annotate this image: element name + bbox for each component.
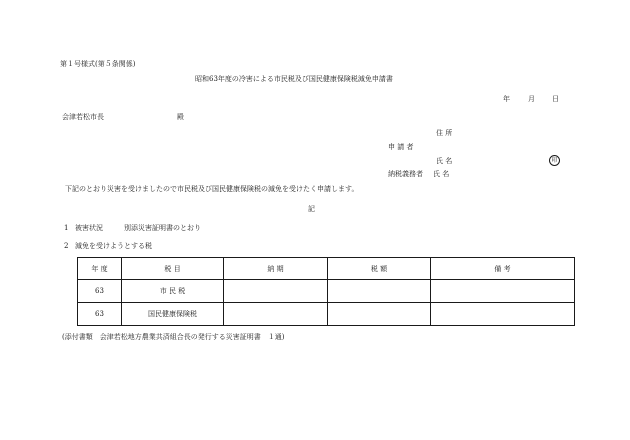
cell-year: 63 <box>78 303 122 326</box>
header-amount: 税 額 <box>328 258 431 280</box>
name-label: 氏 名 <box>436 157 453 165</box>
date-month-label: 月 <box>528 95 535 103</box>
item-1-label: 被害状況 <box>75 224 103 232</box>
attachment-note: (添付書類 会津若松地方農業共済組合長の発行する災害証明書 １通) <box>62 333 285 341</box>
table-row <box>78 280 575 303</box>
cell-note[interactable] <box>431 280 575 303</box>
cell-tax-item: 市 民 税 <box>122 280 224 303</box>
item-2-label: 減免を受けようとする税 <box>75 242 152 250</box>
cell-due[interactable] <box>224 303 328 326</box>
item-1-number: 1 <box>64 224 69 232</box>
address-label: 住 所 <box>436 129 453 137</box>
applicant-role: 申 請 者 <box>388 143 414 151</box>
addressee-honorific: 殿 <box>177 113 184 121</box>
item-1-value: 別添災害証明書のとおり <box>124 224 201 232</box>
cell-amount[interactable] <box>328 280 431 303</box>
taxpayer-name-label: 氏 名 <box>433 170 450 178</box>
addressee-name: 会津若松市長 <box>62 113 104 121</box>
cell-tax-item: 国民健康保険税 <box>122 303 224 326</box>
cell-amount[interactable] <box>328 303 431 326</box>
header-year: 年 度 <box>78 258 122 280</box>
header-note: 備 考 <box>431 258 575 280</box>
table-header-row <box>78 258 575 280</box>
form-number: 第１号様式(第５条関係) <box>60 60 136 68</box>
taxpayer-role: 納税義務者 <box>388 170 423 178</box>
application-statement: 下記のとおり災害を受けましたので市民税及び国民健康保険税の減免を受けたく申請します。 <box>65 185 359 193</box>
header-tax-item: 税 目 <box>122 258 224 280</box>
cell-year: 63 <box>78 280 122 303</box>
date-day-label: 日 <box>552 95 559 103</box>
date-year-label: 年 <box>503 95 510 103</box>
item-2-number: 2 <box>64 242 69 250</box>
document-title: 昭和63年度の冷害による市民税及び国民健康保険税減免申請書 <box>195 75 393 83</box>
ki-heading: 記 <box>308 205 315 213</box>
cell-note[interactable] <box>431 303 575 326</box>
header-due: 納 期 <box>224 258 328 280</box>
table-row <box>78 303 575 326</box>
tax-table <box>77 257 575 326</box>
seal-mark: 印 <box>549 155 560 166</box>
cell-due[interactable] <box>224 280 328 303</box>
